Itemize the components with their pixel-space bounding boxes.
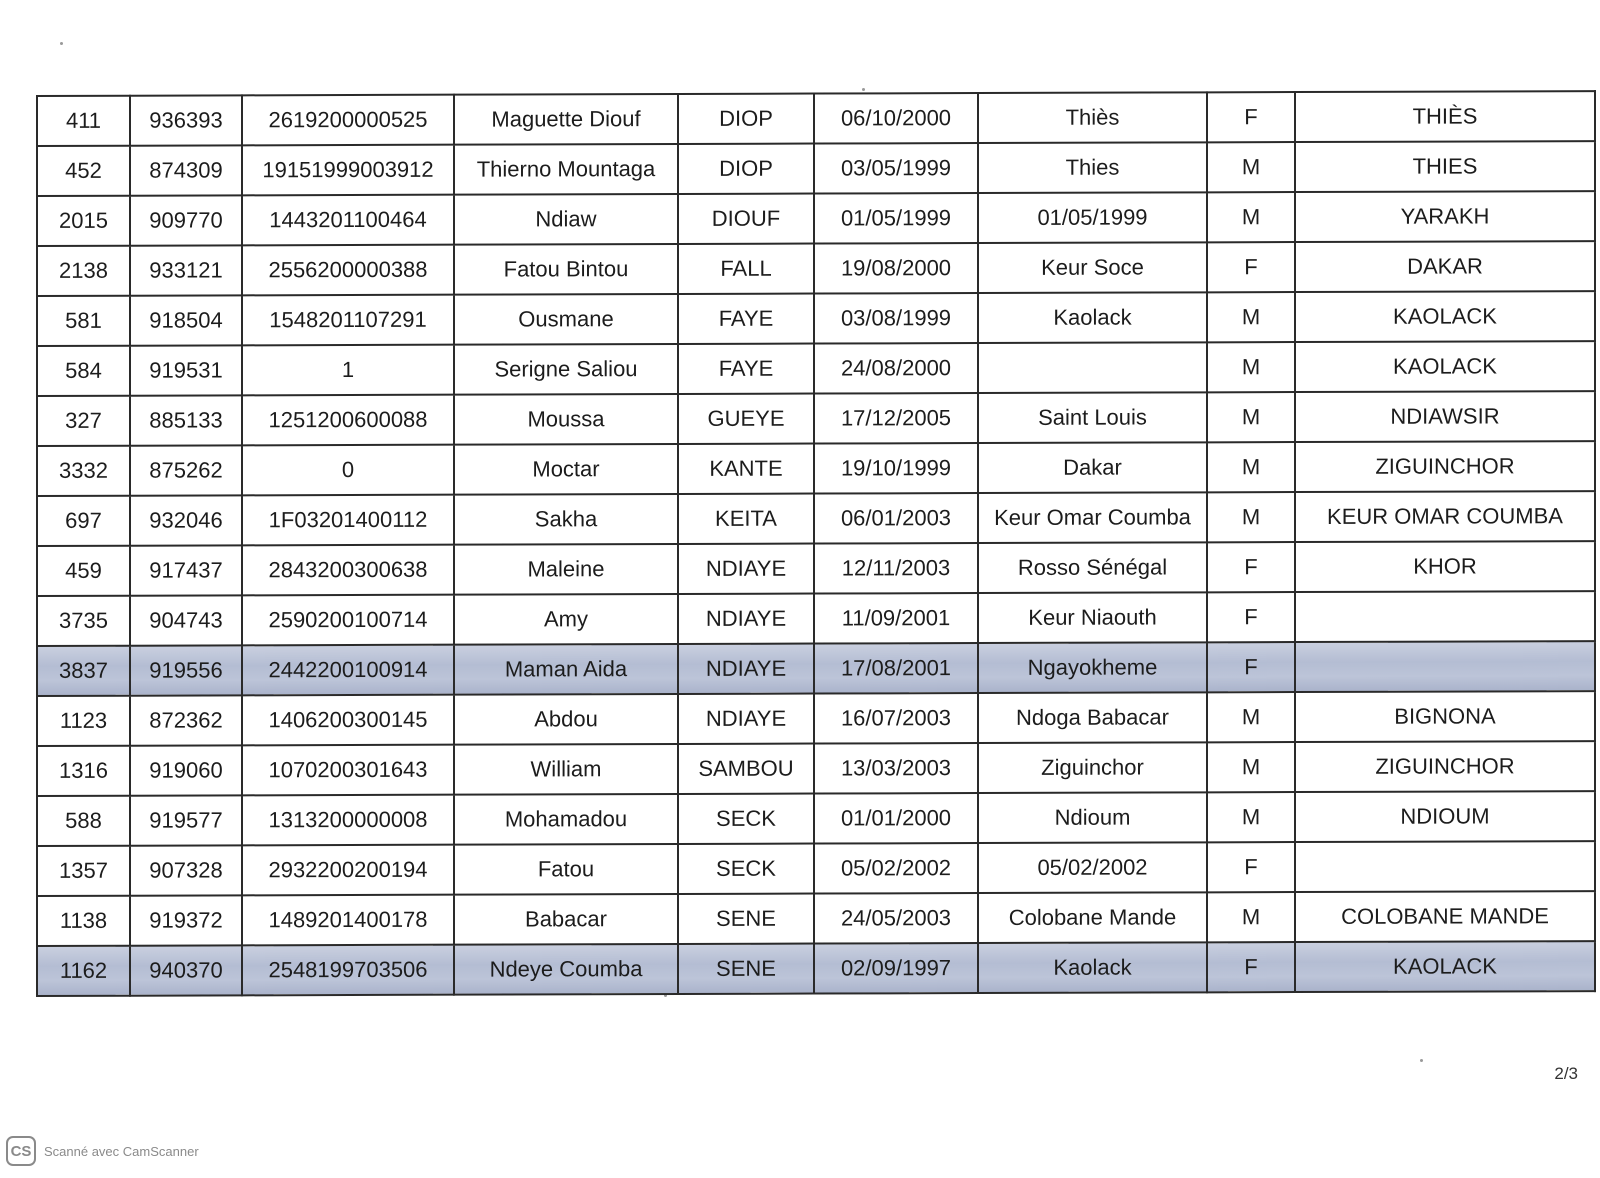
- row-number-cell: 2138: [37, 246, 130, 296]
- first-name-cell: Babacar: [454, 894, 678, 945]
- first-name-cell: Ndeye Coumba: [454, 944, 678, 995]
- table-row: [37, 91, 1595, 146]
- last-name-cell: SENE: [678, 894, 814, 944]
- national-id-cell: 1406200300145: [242, 695, 454, 746]
- table-row: [37, 541, 1595, 596]
- last-name-cell: KEITA: [678, 494, 814, 544]
- id-cell: 919577: [130, 795, 242, 845]
- first-name-cell: Sakha: [454, 494, 678, 545]
- national-id-cell: 2548199703506: [242, 945, 454, 996]
- first-name-cell: Ndiaw: [454, 194, 678, 245]
- table-row: [37, 241, 1595, 296]
- id-cell: 918504: [130, 295, 242, 345]
- national-id-cell: 1548201107291: [242, 295, 454, 346]
- row-number-cell: 2015: [37, 196, 130, 246]
- last-name-cell: SAMBOU: [678, 744, 814, 794]
- table-row: [37, 691, 1595, 746]
- id-cell: 872362: [130, 695, 242, 745]
- birth-place-cell: Colobane Mande: [978, 892, 1207, 943]
- first-name-cell: Moctar: [454, 444, 678, 495]
- student-register-table: [36, 90, 1596, 997]
- sex-cell: M: [1207, 192, 1295, 242]
- last-name-cell: FAYE: [678, 294, 814, 344]
- last-name-cell: NDIAYE: [678, 594, 814, 644]
- region-cell: DAKAR: [1295, 241, 1595, 292]
- table-row: [37, 441, 1595, 496]
- birth-place-cell: Rosso Sénégal: [978, 542, 1207, 593]
- last-name-cell: FAYE: [678, 344, 814, 394]
- birth-place-cell: Dakar: [978, 442, 1207, 493]
- national-id-cell: 19151999003912: [242, 145, 454, 196]
- id-cell: 932046: [130, 495, 242, 545]
- national-id-cell: 2442200100914: [242, 645, 454, 696]
- last-name-cell: NDIAYE: [678, 644, 814, 694]
- birth-place-cell: Keur Niaouth: [978, 592, 1207, 643]
- sex-cell: M: [1207, 492, 1295, 542]
- row-number-cell: 697: [37, 496, 130, 546]
- id-cell: 940370: [130, 945, 242, 995]
- sex-cell: M: [1207, 142, 1295, 192]
- national-id-cell: 1313200000008: [242, 795, 454, 846]
- birth-date-cell: 06/10/2000: [814, 93, 978, 144]
- birth-date-cell: 13/03/2003: [814, 743, 978, 794]
- birth-place-cell: Kaolack: [978, 942, 1207, 993]
- birth-place-cell: [978, 342, 1207, 393]
- camscanner-watermark: [6, 1136, 199, 1166]
- national-id-cell: 1443201100464: [242, 195, 454, 246]
- region-cell: THIÈS: [1295, 91, 1595, 142]
- birth-date-cell: 03/05/1999: [814, 143, 978, 194]
- first-name-cell: Abdou: [454, 694, 678, 745]
- table-row: [37, 941, 1595, 996]
- region-cell: BIGNONA: [1295, 691, 1595, 742]
- birth-date-cell: 24/08/2000: [814, 343, 978, 394]
- row-number-cell: 1162: [37, 946, 130, 996]
- sex-cell: M: [1207, 442, 1295, 492]
- scan-speck: [862, 88, 865, 91]
- table-row: [37, 791, 1595, 846]
- row-number-cell: 1123: [37, 696, 130, 746]
- id-cell: 919556: [130, 645, 242, 695]
- id-cell: 885133: [130, 395, 242, 445]
- row-number-cell: 452: [37, 146, 130, 196]
- last-name-cell: DIOP: [678, 144, 814, 194]
- scan-speck: [60, 42, 63, 45]
- table-row: [37, 141, 1595, 196]
- birth-date-cell: 17/08/2001: [814, 643, 978, 694]
- table-row: [37, 841, 1595, 896]
- birth-place-cell: Keur Omar Coumba: [978, 492, 1207, 543]
- sex-cell: F: [1207, 942, 1295, 992]
- last-name-cell: FALL: [678, 244, 814, 294]
- table-body: [37, 91, 1595, 996]
- birth-place-cell: Thiès: [978, 92, 1207, 143]
- row-number-cell: 3332: [37, 446, 130, 496]
- region-cell: NDIOUM: [1295, 791, 1595, 842]
- first-name-cell: Mohamadou: [454, 794, 678, 845]
- region-cell: [1295, 641, 1595, 692]
- birth-date-cell: 16/07/2003: [814, 693, 978, 744]
- first-name-cell: Ousmane: [454, 294, 678, 345]
- national-id-cell: 2843200300638: [242, 545, 454, 596]
- national-id-cell: 0: [242, 445, 454, 496]
- national-id-cell: 1070200301643: [242, 745, 454, 796]
- last-name-cell: DIOUF: [678, 194, 814, 244]
- birth-place-cell: Ndoga Babacar: [978, 692, 1207, 743]
- national-id-cell: 1251200600088: [242, 395, 454, 446]
- birth-place-cell: Keur Soce: [978, 242, 1207, 293]
- id-cell: 919060: [130, 745, 242, 795]
- row-number-cell: 411: [37, 96, 130, 146]
- first-name-cell: William: [454, 744, 678, 795]
- id-cell: 909770: [130, 195, 242, 245]
- birth-date-cell: 12/11/2003: [814, 543, 978, 594]
- table-row: [37, 891, 1595, 946]
- region-cell: [1295, 591, 1595, 642]
- first-name-cell: Maman Aida: [454, 644, 678, 695]
- row-number-cell: 588: [37, 796, 130, 846]
- region-cell: KEUR OMAR COUMBA: [1295, 491, 1595, 542]
- first-name-cell: Serigne Saliou: [454, 344, 678, 395]
- region-cell: ZIGUINCHOR: [1295, 441, 1595, 492]
- national-id-cell: 1: [242, 345, 454, 396]
- id-cell: 874309: [130, 145, 242, 195]
- row-number-cell: 459: [37, 546, 130, 596]
- national-id-cell: 1489201400178: [242, 895, 454, 946]
- id-cell: 919531: [130, 345, 242, 395]
- last-name-cell: SECK: [678, 844, 814, 894]
- birth-date-cell: 24/05/2003: [814, 893, 978, 944]
- region-cell: KAOLACK: [1295, 291, 1595, 342]
- last-name-cell: SECK: [678, 794, 814, 844]
- region-cell: NDIAWSIR: [1295, 391, 1595, 442]
- sex-cell: M: [1207, 892, 1295, 942]
- sex-cell: M: [1207, 342, 1295, 392]
- table-row: [37, 391, 1595, 446]
- last-name-cell: NDIAYE: [678, 694, 814, 744]
- region-cell: KAOLACK: [1295, 941, 1595, 992]
- birth-date-cell: 01/01/2000: [814, 793, 978, 844]
- id-cell: 919372: [130, 895, 242, 945]
- table-row: [37, 491, 1595, 546]
- sex-cell: F: [1207, 242, 1295, 292]
- table-row: [37, 191, 1595, 246]
- row-number-cell: 3837: [37, 646, 130, 696]
- birth-place-cell: Thies: [978, 142, 1207, 193]
- table-row: [37, 641, 1595, 696]
- region-cell: ZIGUINCHOR: [1295, 741, 1595, 792]
- birth-date-cell: 11/09/2001: [814, 593, 978, 644]
- birth-date-cell: 17/12/2005: [814, 393, 978, 444]
- region-cell: KAOLACK: [1295, 341, 1595, 392]
- row-number-cell: 1357: [37, 846, 130, 896]
- row-number-cell: 1138: [37, 896, 130, 946]
- table-row: [37, 591, 1595, 646]
- first-name-cell: Fatou Bintou: [454, 244, 678, 295]
- first-name-cell: Fatou: [454, 844, 678, 895]
- table-row: [37, 341, 1595, 396]
- birth-date-cell: 19/08/2000: [814, 243, 978, 294]
- birth-date-cell: 01/05/1999: [814, 193, 978, 244]
- table-row: [37, 741, 1595, 796]
- last-name-cell: DIOP: [678, 94, 814, 144]
- birth-date-cell: 06/01/2003: [814, 493, 978, 544]
- region-cell: COLOBANE MANDE: [1295, 891, 1595, 942]
- first-name-cell: Moussa: [454, 394, 678, 445]
- birth-date-cell: 05/02/2002: [814, 843, 978, 894]
- birth-place-cell: Saint Louis: [978, 392, 1207, 443]
- birth-place-cell: Ndioum: [978, 792, 1207, 843]
- birth-date-cell: 19/10/1999: [814, 443, 978, 494]
- id-cell: 904743: [130, 595, 242, 645]
- sex-cell: F: [1207, 542, 1295, 592]
- region-cell: THIES: [1295, 141, 1595, 192]
- last-name-cell: GUEYE: [678, 394, 814, 444]
- last-name-cell: KANTE: [678, 444, 814, 494]
- national-id-cell: 1F03201400112: [242, 495, 454, 546]
- birth-date-cell: 02/09/1997: [814, 943, 978, 994]
- birth-place-cell: 05/02/2002: [978, 842, 1207, 893]
- national-id-cell: 2619200000525: [242, 95, 454, 146]
- birth-place-cell: Kaolack: [978, 292, 1207, 343]
- sex-cell: F: [1207, 642, 1295, 692]
- camscanner-logo: CS: [6, 1136, 36, 1166]
- sex-cell: M: [1207, 392, 1295, 442]
- row-number-cell: 581: [37, 296, 130, 346]
- sex-cell: M: [1207, 792, 1295, 842]
- birth-date-cell: 03/08/1999: [814, 293, 978, 344]
- sex-cell: F: [1207, 592, 1295, 642]
- region-cell: [1295, 841, 1595, 892]
- id-cell: 875262: [130, 445, 242, 495]
- camscanner-text: Scanné avec CamScanner: [44, 1143, 199, 1159]
- sex-cell: F: [1207, 92, 1295, 142]
- national-id-cell: 2932200200194: [242, 845, 454, 896]
- row-number-cell: 3735: [37, 596, 130, 646]
- last-name-cell: NDIAYE: [678, 544, 814, 594]
- sex-cell: F: [1207, 842, 1295, 892]
- table-row: [37, 291, 1595, 346]
- first-name-cell: Amy: [454, 594, 678, 645]
- region-cell: KHOR: [1295, 541, 1595, 592]
- row-number-cell: 584: [37, 346, 130, 396]
- id-cell: 936393: [130, 95, 242, 145]
- first-name-cell: Maguette Diouf: [454, 94, 678, 145]
- first-name-cell: Thierno Mountaga: [454, 144, 678, 195]
- row-number-cell: 327: [37, 396, 130, 446]
- scan-speck: [1420, 1059, 1423, 1062]
- id-cell: 917437: [130, 545, 242, 595]
- national-id-cell: 2590200100714: [242, 595, 454, 646]
- row-number-cell: 1316: [37, 746, 130, 796]
- sex-cell: M: [1207, 742, 1295, 792]
- national-id-cell: 2556200000388: [242, 245, 454, 296]
- first-name-cell: Maleine: [454, 544, 678, 595]
- page-number: 2/3: [1554, 1064, 1578, 1083]
- birth-place-cell: 01/05/1999: [978, 192, 1207, 243]
- last-name-cell: SENE: [678, 944, 814, 994]
- birth-place-cell: Ziguinchor: [978, 742, 1207, 793]
- region-cell: YARAKH: [1295, 191, 1595, 242]
- sex-cell: M: [1207, 692, 1295, 742]
- sex-cell: M: [1207, 292, 1295, 342]
- id-cell: 907328: [130, 845, 242, 895]
- birth-place-cell: Ngayokheme: [978, 642, 1207, 693]
- id-cell: 933121: [130, 245, 242, 295]
